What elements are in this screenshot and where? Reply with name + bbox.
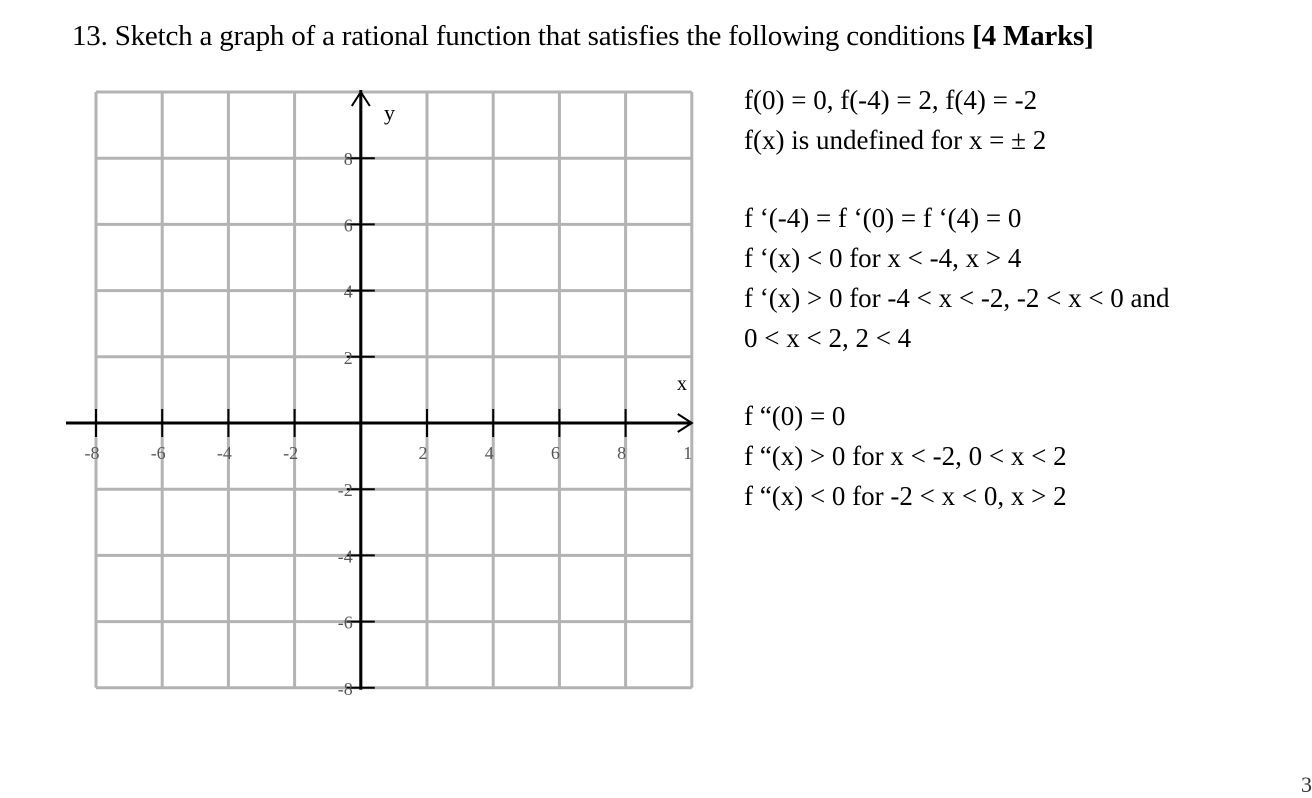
y-tick-label: -6 [337,612,353,633]
x-tick-label: 4 [484,443,494,463]
condition-line: f ‘(x) > 0 for -4 < x < -2, -2 < x < 0 and [744,283,1170,313]
condition-line: f(0) = 0, f(-4) = 2, f(4) = -2 [744,85,1038,115]
x-tick-label: -8 [84,443,100,463]
condition-line: f “(x) > 0 for x < -2, 0 < x < 2 [744,441,1067,471]
condition-line: f ‘(x) < 0 for x < -4, x > 4 [744,243,1022,273]
x-tick-label: -4 [216,443,232,463]
condition-line: 0 < x < 2, 2 < 4 [744,323,912,353]
y-tick-label: -8 [337,678,353,699]
condition-line: f(x) is undefined for x = ± 2 [744,125,1047,155]
x-tick-label: 1 [683,443,693,463]
y-tick-label: 8 [343,149,353,170]
y-axis-label: y [384,100,395,125]
conditions-group-first-derivative [744,198,1170,358]
x-tick-label: 2 [418,443,428,463]
y-tick-label: -4 [337,546,353,567]
condition-line: f ‘(-4) = f ‘(0) = f ‘(4) = 0 [744,203,1022,233]
condition-line: f “(x) < 0 for -2 < x < 0, x > 2 [744,481,1067,511]
x-tick-label: 6 [550,443,560,463]
coordinate-grid [66,84,706,704]
page-number: 3 [1301,772,1312,797]
question-text [72,20,1094,53]
x-axis-label: x [677,373,687,395]
y-tick-label: 6 [343,215,353,236]
x-tick-label: -2 [283,443,299,463]
question-prompt: 13. Sketch a graph of a rational function that satisfies the following conditions [72,20,973,52]
conditions-group-values [744,80,1046,160]
y-tick-label: 4 [343,281,353,302]
question-marks: [4 Marks] [972,20,1094,52]
axes [66,90,692,690]
grid-lines [96,92,692,688]
x-tick-label: -6 [150,443,166,463]
y-tick-label: 2 [343,347,353,368]
y-tick-label: -2 [337,480,353,501]
x-tick-label: 8 [617,443,627,463]
conditions-group-second-derivative [744,396,1067,516]
condition-line: f “(0) = 0 [744,401,846,431]
